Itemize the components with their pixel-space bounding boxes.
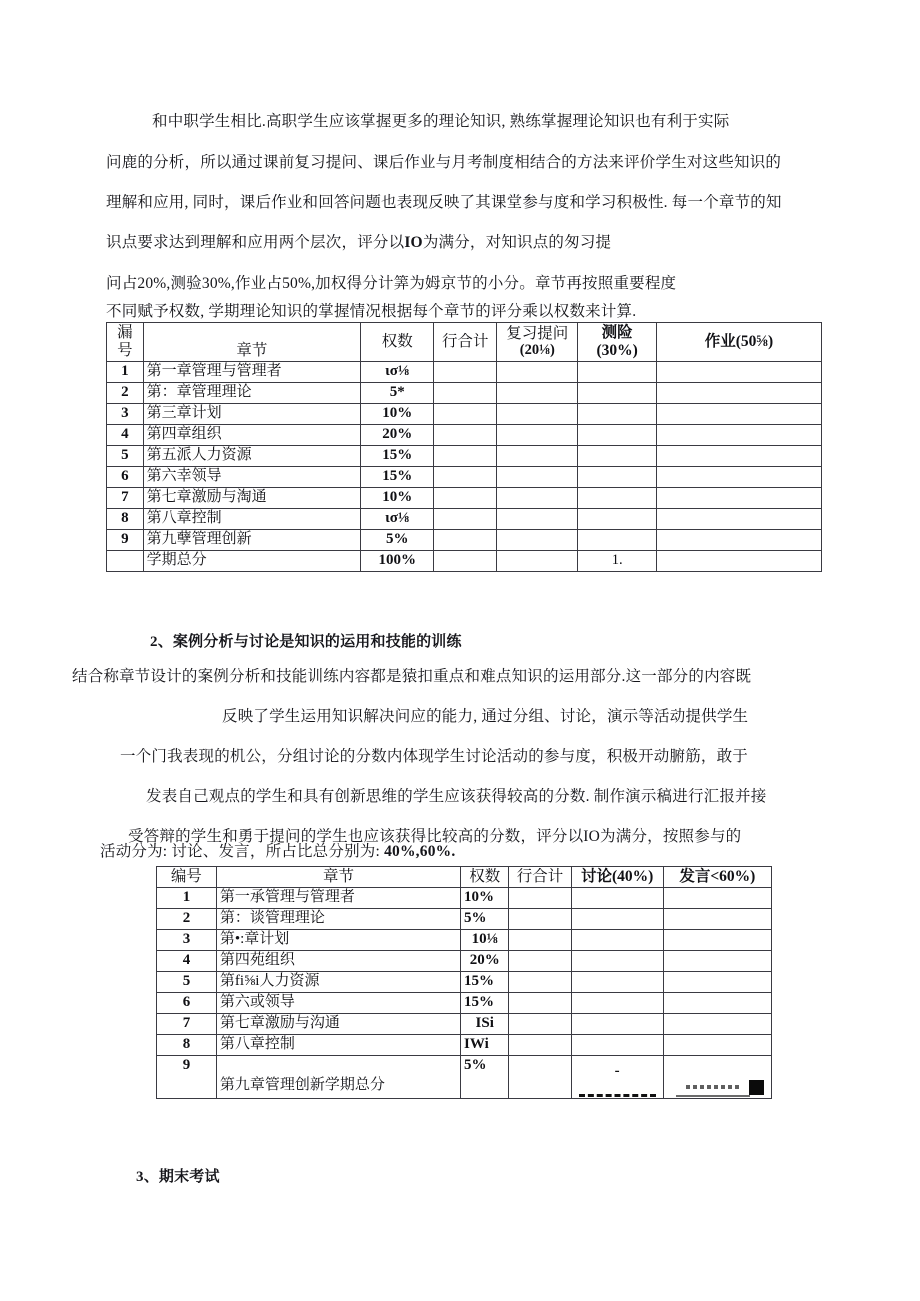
- header-number: 编号: [157, 867, 217, 888]
- paragraph-4-score: IO: [404, 234, 423, 251]
- row-number: 9: [107, 529, 144, 550]
- row-discussion-cell[interactable]: [571, 930, 663, 951]
- paragraph-4-tail: 为满分，对知识点的匆习提: [422, 234, 612, 251]
- row-review-cell[interactable]: [497, 466, 578, 487]
- row-number: 7: [157, 1014, 217, 1035]
- row-chapter: 第一章管理与管理者: [143, 361, 360, 382]
- row-number: 6: [157, 993, 217, 1014]
- row-weight: ISi: [461, 1014, 509, 1035]
- table-row: [107, 466, 822, 487]
- row-total-cell[interactable]: [509, 993, 571, 1014]
- row-weight: 15%: [461, 993, 509, 1014]
- paragraph-2: 问鹿的分析，所以通过课前复习提问、课后作业与月考制度相结合的方法来评价学生对这些知识的: [106, 154, 782, 171]
- row-speech-cell[interactable]: [663, 993, 771, 1014]
- table-total-row: [107, 550, 822, 571]
- row-chapter: 第八章控制: [216, 1035, 460, 1056]
- row-total-cell[interactable]: [434, 403, 497, 424]
- row-quiz-cell[interactable]: [578, 382, 657, 403]
- header-review-question: [497, 323, 578, 362]
- row-homework-cell[interactable]: [656, 403, 821, 424]
- final-row-total-cell[interactable]: [509, 1056, 571, 1099]
- row-number: 5: [107, 445, 144, 466]
- header-chapter: 章节: [216, 867, 460, 888]
- row-weight: 5*: [361, 382, 434, 403]
- mid-paragraph-6-head: 活动分为: 讨论、发言，所占比总分别为:: [100, 843, 385, 860]
- total-row-total-cell[interactable]: [434, 550, 497, 571]
- mid-paragraph-4: 发表自己观点的学生和具有创新思维的学生应该获得较高的分数. 制作演示稿进行汇报并接: [146, 788, 767, 805]
- row-speech-cell[interactable]: [663, 930, 771, 951]
- total-row-homework-cell[interactable]: [656, 550, 821, 571]
- row-quiz-cell[interactable]: [578, 361, 657, 382]
- row-review-cell[interactable]: [497, 403, 578, 424]
- row-number: 6: [107, 466, 144, 487]
- final-row-chapter: 第九章管理创新学期总分: [216, 1056, 460, 1099]
- table-row: [157, 951, 772, 972]
- header-row-total: 行合计: [434, 323, 497, 362]
- header-review-question-label: 复习提问: [506, 324, 569, 342]
- table-row: [107, 424, 822, 445]
- final-row-weight: 5%: [461, 1056, 509, 1099]
- row-discussion-cell[interactable]: [571, 909, 663, 930]
- row-total-cell[interactable]: [509, 930, 571, 951]
- row-total-cell[interactable]: [509, 888, 571, 909]
- row-chapter: 第：谈管理理论: [216, 909, 460, 930]
- row-discussion-cell[interactable]: [571, 972, 663, 993]
- row-homework-cell[interactable]: [656, 508, 821, 529]
- row-speech-cell[interactable]: [663, 888, 771, 909]
- row-number: 4: [107, 424, 144, 445]
- mid-paragraph-3: 一个门我表现的机公，分组讨论的分数内体现学生讨论活动的参与度，积极开动腑筋，敢于: [120, 748, 749, 765]
- row-total-cell[interactable]: [434, 382, 497, 403]
- mid-paragraph-2: 反映了学生运用知识解决问应的能力, 通过分组、讨论，演示等活动提供学生: [222, 708, 749, 725]
- mid-paragraph-1: 结合称章节设计的案例分析和技能训练内容都是猿扣重点和难点知识的运用部分.这一部分的内容既: [72, 668, 752, 685]
- header-chapter: 章节: [143, 323, 360, 362]
- table-row: [107, 487, 822, 508]
- paragraph-6: 不同赋予权数, 学期理论知识的掌握情况根据每个章节的评分乘以权数来计算.: [106, 303, 637, 320]
- scan-underline-mark: [676, 1095, 750, 1097]
- paragraph-4: [106, 234, 611, 253]
- row-weight: 15%: [361, 445, 434, 466]
- row-weight: 10%: [361, 403, 434, 424]
- table-row: [157, 993, 772, 1014]
- row-quiz-cell[interactable]: [578, 445, 657, 466]
- row-weight: ισ⅛: [361, 361, 434, 382]
- paragraph-4-head: 识点要求达到理解和应用两个层次，评分以: [106, 234, 405, 251]
- paragraph-3: 理解和应用, 同时，课后作业和回答问题也表现反映了其课堂参与度和学习积极性. 每一个章节的知: [106, 194, 782, 211]
- row-number: 8: [157, 1035, 217, 1056]
- row-homework-cell[interactable]: [656, 445, 821, 466]
- row-quiz-cell[interactable]: [578, 424, 657, 445]
- row-discussion-cell[interactable]: [571, 888, 663, 909]
- row-number: 3: [157, 930, 217, 951]
- row-speech-cell[interactable]: [663, 909, 771, 930]
- table-final-row: [157, 1056, 772, 1099]
- final-row-discussion-cell[interactable]: [571, 1056, 663, 1099]
- total-row-quiz-cell[interactable]: 1.: [578, 550, 657, 571]
- total-row-number: [107, 550, 144, 571]
- row-chapter: 第四章组织: [143, 424, 360, 445]
- table-row: [107, 445, 822, 466]
- row-review-cell[interactable]: [497, 382, 578, 403]
- scan-artifact-blob: [667, 1057, 768, 1097]
- row-total-cell[interactable]: [434, 466, 497, 487]
- table-row: [157, 1035, 772, 1056]
- scan-speck-marks: [686, 1085, 742, 1089]
- table-header-row: [157, 867, 772, 888]
- row-total-cell[interactable]: [509, 1014, 571, 1035]
- row-weight: 5%: [361, 529, 434, 550]
- row-weight: 20%: [361, 424, 434, 445]
- row-total-cell[interactable]: [509, 972, 571, 993]
- theory-scoring-table: [106, 322, 822, 572]
- row-homework-cell[interactable]: [656, 382, 821, 403]
- table-row: [157, 909, 772, 930]
- mid-paragraph-6-ratios: 40%,60%.: [384, 843, 456, 860]
- row-chapter: 第八章控制: [143, 508, 360, 529]
- row-homework-cell[interactable]: [656, 424, 821, 445]
- row-total-cell[interactable]: [434, 508, 497, 529]
- row-weight: 15%: [361, 466, 434, 487]
- row-discussion-cell[interactable]: [571, 1035, 663, 1056]
- row-homework-cell[interactable]: [656, 529, 821, 550]
- row-weight: 15%: [461, 972, 509, 993]
- row-chapter: 第六或领导: [216, 993, 460, 1014]
- row-chapter: 第•:章计划: [216, 930, 460, 951]
- row-weight: 10%: [461, 888, 509, 909]
- row-chapter: 第四苑组织: [216, 951, 460, 972]
- table-row: [107, 403, 822, 424]
- row-total-cell[interactable]: [509, 951, 571, 972]
- final-row-speech-cell[interactable]: [663, 1056, 771, 1099]
- scan-dash-mark: -: [614, 1063, 620, 1079]
- row-quiz-cell[interactable]: [578, 529, 657, 550]
- row-review-cell[interactable]: [497, 487, 578, 508]
- row-discussion-cell[interactable]: [571, 951, 663, 972]
- total-row-review-cell[interactable]: [497, 550, 578, 571]
- row-weight: 10%: [361, 487, 434, 508]
- row-number: 1: [157, 888, 217, 909]
- row-total-cell[interactable]: [434, 424, 497, 445]
- table-row: [157, 888, 772, 909]
- row-weight: 20%: [461, 951, 509, 972]
- row-number: 5: [157, 972, 217, 993]
- row-speech-cell[interactable]: [663, 951, 771, 972]
- row-speech-cell[interactable]: [663, 1014, 771, 1035]
- row-weight: 5%: [461, 909, 509, 930]
- row-chapter: 第五派人力资源: [143, 445, 360, 466]
- row-homework-cell[interactable]: [656, 361, 821, 382]
- case-analysis-scoring-table: [156, 866, 772, 1099]
- row-chapter: 第fi⅝i人力资源: [216, 972, 460, 993]
- row-review-cell[interactable]: [497, 361, 578, 382]
- header-speech: 发言<60%): [663, 867, 771, 888]
- row-weight: ισ⅛: [361, 508, 434, 529]
- table-row: [107, 529, 822, 550]
- row-number: 1: [107, 361, 144, 382]
- table-header-row: [107, 323, 822, 362]
- total-row-label: 学期总分: [143, 550, 360, 571]
- row-total-cell[interactable]: [509, 1035, 571, 1056]
- header-number: 漏号: [107, 323, 144, 362]
- table-row: [107, 508, 822, 529]
- row-total-cell[interactable]: [434, 487, 497, 508]
- row-weight: IWi: [461, 1035, 509, 1056]
- row-total-cell[interactable]: [509, 909, 571, 930]
- row-quiz-cell[interactable]: [578, 466, 657, 487]
- mid-paragraph-5: 受答辩的学生和勇于提问的学生也应该获得比较高的分数，评分以IO为满分，按照参与的: [128, 828, 742, 845]
- header-quiz: 测险(30%): [578, 323, 657, 362]
- row-chapter: 第七章激励与沟通: [216, 1014, 460, 1035]
- row-chapter: 第六幸领导: [143, 466, 360, 487]
- row-total-cell[interactable]: [434, 529, 497, 550]
- table-row: [107, 382, 822, 403]
- section-heading-case-analysis: 2、案例分析与讨论是知识的运用和技能的训练: [150, 634, 462, 650]
- row-number: 8: [107, 508, 144, 529]
- table-row: [157, 972, 772, 993]
- total-row-weight: 100%: [361, 550, 434, 571]
- row-number: 2: [157, 909, 217, 930]
- row-review-cell[interactable]: [497, 529, 578, 550]
- final-row-number: 9: [157, 1056, 217, 1099]
- row-chapter: 第七章激励与淘通: [143, 487, 360, 508]
- row-number: 4: [157, 951, 217, 972]
- row-discussion-cell[interactable]: [571, 1014, 663, 1035]
- row-chapter: 第一承管理与管理者: [216, 888, 460, 909]
- header-row-total: 行合计: [509, 867, 571, 888]
- row-number: 7: [107, 487, 144, 508]
- table-row: [157, 930, 772, 951]
- paragraph-5: 问占20%,测验30%,作业占50%,加权得分计筭为姆京节的小分。章节再按照重要程度: [106, 275, 677, 292]
- scan-black-square: [749, 1080, 764, 1095]
- header-weight: 权数: [461, 867, 509, 888]
- row-total-cell[interactable]: [434, 445, 497, 466]
- row-chapter: 第：章管理理论: [143, 382, 360, 403]
- header-homework: 作业(50⅝): [656, 323, 821, 362]
- table-row: [157, 1014, 772, 1035]
- row-homework-cell[interactable]: [656, 466, 821, 487]
- header-discussion: 讨论(40%): [571, 867, 663, 888]
- row-number: 2: [107, 382, 144, 403]
- row-speech-cell[interactable]: [663, 1035, 771, 1056]
- row-homework-cell[interactable]: [656, 487, 821, 508]
- scan-dashed-rule: [579, 1094, 656, 1097]
- row-quiz-cell[interactable]: [578, 508, 657, 529]
- table-row: [107, 361, 822, 382]
- header-weight: 权数: [361, 323, 434, 362]
- row-number: 3: [107, 403, 144, 424]
- row-total-cell[interactable]: [434, 361, 497, 382]
- mid-paragraph-6: [100, 843, 455, 862]
- header-review-question-sub: (20⅛): [519, 342, 555, 359]
- row-review-cell[interactable]: [497, 508, 578, 529]
- row-speech-cell[interactable]: [663, 972, 771, 993]
- row-review-cell[interactable]: [497, 445, 578, 466]
- row-discussion-cell[interactable]: [571, 993, 663, 1014]
- row-quiz-cell[interactable]: [578, 487, 657, 508]
- row-chapter: 第九孽管理创新: [143, 529, 360, 550]
- section-heading-final-exam: 3、期末考试: [136, 1169, 220, 1185]
- row-weight: 10⅛: [461, 930, 509, 951]
- paragraph-1: 和中职学生相比.高职学生应该掌握更多的理论知识, 熟练掌握理论知识也有利于实际: [152, 113, 730, 130]
- row-review-cell[interactable]: [497, 424, 578, 445]
- row-quiz-cell[interactable]: [578, 403, 657, 424]
- row-chapter: 第三章计划: [143, 403, 360, 424]
